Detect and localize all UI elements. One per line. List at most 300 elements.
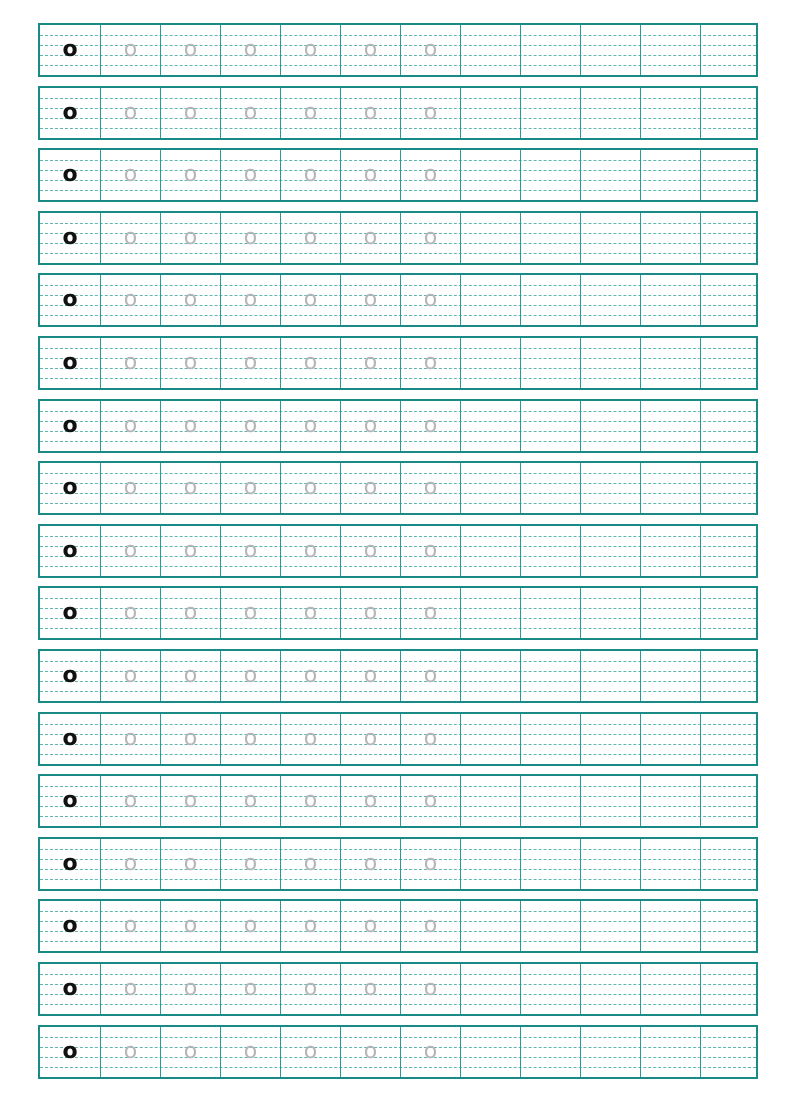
trace-cell xyxy=(280,964,340,1014)
blank-writing-cell xyxy=(700,213,760,263)
trace-letter: o xyxy=(123,1038,138,1064)
practice-row xyxy=(38,649,758,703)
trace-letter: o xyxy=(363,537,378,563)
trace-letter: o xyxy=(123,600,138,626)
trace-letter: o xyxy=(243,1038,258,1064)
trace-letter: o xyxy=(423,412,438,438)
trace-cell xyxy=(220,275,280,325)
blank-writing-cell xyxy=(460,901,520,951)
trace-cell xyxy=(400,338,460,388)
trace-cell xyxy=(220,651,280,701)
blank-writing-cell xyxy=(460,651,520,701)
practice-row xyxy=(38,586,758,640)
blank-writing-cell xyxy=(520,714,580,764)
trace-cell xyxy=(100,526,160,576)
blank-writing-cell xyxy=(640,275,700,325)
trace-letter: o xyxy=(303,600,318,626)
blank-writing-cell xyxy=(460,338,520,388)
trace-letter: o xyxy=(423,725,438,751)
trace-letter: o xyxy=(123,224,138,250)
blank-writing-cell xyxy=(580,588,640,638)
trace-cell xyxy=(340,150,400,200)
trace-cell xyxy=(400,88,460,138)
trace-letter: o xyxy=(363,287,378,313)
trace-cell xyxy=(340,651,400,701)
trace-cell xyxy=(220,25,280,75)
trace-letter: o xyxy=(183,475,198,501)
trace-letter: o xyxy=(363,788,378,814)
practice-row xyxy=(38,23,758,77)
trace-cell xyxy=(220,401,280,451)
trace-letter: o xyxy=(183,537,198,563)
trace-cell xyxy=(100,1027,160,1077)
blank-writing-cell xyxy=(520,25,580,75)
trace-cell xyxy=(160,88,220,138)
trace-letter: o xyxy=(303,287,318,313)
practice-row xyxy=(38,837,758,891)
trace-letter: o xyxy=(363,37,378,62)
trace-letter: o xyxy=(363,600,378,626)
trace-cell xyxy=(160,901,220,951)
trace-letter: o xyxy=(363,1038,378,1064)
trace-letter: o xyxy=(363,99,378,125)
trace-letter: o xyxy=(183,1038,198,1064)
practice-row xyxy=(38,524,758,578)
practice-row xyxy=(38,211,758,265)
trace-cell xyxy=(160,526,220,576)
trace-letter: o xyxy=(183,37,198,62)
trace-cell xyxy=(100,776,160,826)
blank-writing-cell xyxy=(580,714,640,764)
blank-writing-cell xyxy=(700,839,760,889)
trace-cell xyxy=(100,275,160,325)
trace-letter: o xyxy=(423,350,438,375)
trace-cell xyxy=(220,88,280,138)
trace-letter: o xyxy=(183,663,198,688)
trace-cell xyxy=(160,964,220,1014)
trace-letter: o xyxy=(243,162,258,188)
trace-cell xyxy=(160,588,220,638)
blank-writing-cell xyxy=(700,526,760,576)
trace-cell xyxy=(340,88,400,138)
trace-cell xyxy=(340,526,400,576)
blank-writing-cell xyxy=(580,776,640,826)
blank-writing-cell xyxy=(460,776,520,826)
trace-letter: o xyxy=(423,99,438,125)
trace-letter: o xyxy=(303,850,318,876)
practice-row xyxy=(38,1025,758,1079)
trace-letter: o xyxy=(363,412,378,438)
blank-writing-cell xyxy=(700,964,760,1014)
trace-letter: o xyxy=(423,37,438,62)
trace-cell xyxy=(340,588,400,638)
trace-letter: o xyxy=(303,788,318,814)
trace-cell xyxy=(400,1027,460,1077)
trace-letter: o xyxy=(183,788,198,814)
trace-cell xyxy=(400,588,460,638)
trace-cell xyxy=(340,714,400,764)
trace-letter: o xyxy=(183,850,198,876)
blank-writing-cell xyxy=(580,1027,640,1077)
trace-letter: o xyxy=(243,475,258,501)
trace-cell xyxy=(100,714,160,764)
blank-writing-cell xyxy=(520,88,580,138)
trace-letter: o xyxy=(303,475,318,501)
trace-cell xyxy=(160,1027,220,1077)
practice-row xyxy=(38,336,758,390)
trace-letter: o xyxy=(363,663,378,688)
trace-cell xyxy=(280,213,340,263)
trace-letter: o xyxy=(243,600,258,626)
trace-letter: o xyxy=(183,976,198,1001)
trace-cell xyxy=(400,964,460,1014)
trace-letter: o xyxy=(363,475,378,501)
model-letter: o xyxy=(62,287,78,313)
trace-cell xyxy=(220,1027,280,1077)
blank-writing-cell xyxy=(460,401,520,451)
trace-letter: o xyxy=(243,725,258,751)
trace-letter: o xyxy=(363,976,378,1001)
model-cell xyxy=(40,776,100,826)
trace-letter: o xyxy=(243,913,258,939)
blank-writing-cell xyxy=(640,338,700,388)
trace-cell xyxy=(280,714,340,764)
blank-writing-cell xyxy=(520,338,580,388)
trace-cell xyxy=(340,776,400,826)
trace-cell xyxy=(400,839,460,889)
blank-writing-cell xyxy=(640,1027,700,1077)
model-letter: o xyxy=(62,350,78,375)
trace-cell xyxy=(400,463,460,513)
blank-writing-cell xyxy=(580,651,640,701)
trace-letter: o xyxy=(183,725,198,751)
trace-letter: o xyxy=(363,350,378,375)
model-cell xyxy=(40,588,100,638)
trace-letter: o xyxy=(423,162,438,188)
model-cell xyxy=(40,1027,100,1077)
trace-letter: o xyxy=(183,600,198,626)
blank-writing-cell xyxy=(640,150,700,200)
trace-cell xyxy=(160,463,220,513)
blank-writing-cell xyxy=(460,714,520,764)
trace-cell xyxy=(400,526,460,576)
blank-writing-cell xyxy=(640,588,700,638)
trace-cell xyxy=(280,275,340,325)
blank-writing-cell xyxy=(640,776,700,826)
blank-writing-cell xyxy=(580,463,640,513)
model-cell xyxy=(40,463,100,513)
blank-writing-cell xyxy=(580,526,640,576)
trace-cell xyxy=(280,401,340,451)
blank-writing-cell xyxy=(580,401,640,451)
trace-cell xyxy=(400,776,460,826)
blank-writing-cell xyxy=(700,1027,760,1077)
trace-letter: o xyxy=(303,976,318,1001)
trace-letter: o xyxy=(363,162,378,188)
trace-cell xyxy=(100,25,160,75)
trace-letter: o xyxy=(243,99,258,125)
model-cell xyxy=(40,839,100,889)
trace-cell xyxy=(280,338,340,388)
blank-writing-cell xyxy=(520,213,580,263)
model-letter: o xyxy=(62,99,78,125)
trace-letter: o xyxy=(183,162,198,188)
practice-row xyxy=(38,899,758,953)
blank-writing-cell xyxy=(700,714,760,764)
trace-cell xyxy=(100,964,160,1014)
model-cell xyxy=(40,25,100,75)
trace-cell xyxy=(160,275,220,325)
blank-writing-cell xyxy=(700,588,760,638)
blank-writing-cell xyxy=(580,150,640,200)
trace-cell xyxy=(400,275,460,325)
trace-cell xyxy=(100,901,160,951)
blank-writing-cell xyxy=(580,25,640,75)
trace-letter: o xyxy=(423,976,438,1001)
trace-cell xyxy=(100,651,160,701)
trace-cell xyxy=(280,588,340,638)
trace-letter: o xyxy=(303,224,318,250)
trace-cell xyxy=(100,150,160,200)
trace-cell xyxy=(100,213,160,263)
trace-cell xyxy=(340,213,400,263)
blank-writing-cell xyxy=(700,776,760,826)
trace-letter: o xyxy=(303,663,318,688)
blank-writing-cell xyxy=(460,25,520,75)
trace-letter: o xyxy=(423,1038,438,1064)
trace-letter: o xyxy=(303,1038,318,1064)
trace-cell xyxy=(220,901,280,951)
trace-cell xyxy=(400,25,460,75)
trace-letter: o xyxy=(363,850,378,876)
blank-writing-cell xyxy=(700,901,760,951)
trace-cell xyxy=(280,901,340,951)
blank-writing-cell xyxy=(520,1027,580,1077)
trace-cell xyxy=(400,714,460,764)
trace-letter: o xyxy=(303,537,318,563)
trace-cell xyxy=(220,463,280,513)
trace-cell xyxy=(160,651,220,701)
trace-letter: o xyxy=(303,350,318,375)
blank-writing-cell xyxy=(640,839,700,889)
trace-letter: o xyxy=(123,788,138,814)
model-cell xyxy=(40,964,100,1014)
trace-cell xyxy=(340,25,400,75)
blank-writing-cell xyxy=(460,213,520,263)
blank-writing-cell xyxy=(520,463,580,513)
blank-writing-cell xyxy=(580,213,640,263)
model-cell xyxy=(40,275,100,325)
trace-cell xyxy=(340,463,400,513)
model-letter: o xyxy=(62,788,78,814)
trace-letter: o xyxy=(303,412,318,438)
trace-cell xyxy=(100,401,160,451)
blank-writing-cell xyxy=(520,901,580,951)
trace-letter: o xyxy=(123,99,138,125)
trace-cell xyxy=(340,964,400,1014)
blank-writing-cell xyxy=(520,150,580,200)
model-cell xyxy=(40,88,100,138)
blank-writing-cell xyxy=(460,1027,520,1077)
trace-cell xyxy=(220,338,280,388)
practice-row xyxy=(38,273,758,327)
blank-writing-cell xyxy=(520,401,580,451)
model-letter: o xyxy=(62,475,78,501)
trace-letter: o xyxy=(123,725,138,751)
trace-letter: o xyxy=(183,350,198,375)
model-cell xyxy=(40,651,100,701)
blank-writing-cell xyxy=(700,463,760,513)
blank-writing-cell xyxy=(520,839,580,889)
trace-cell xyxy=(340,338,400,388)
trace-letter: o xyxy=(303,99,318,125)
trace-cell xyxy=(100,463,160,513)
blank-writing-cell xyxy=(460,964,520,1014)
blank-writing-cell xyxy=(460,150,520,200)
trace-letter: o xyxy=(243,663,258,688)
blank-writing-cell xyxy=(520,588,580,638)
trace-letter: o xyxy=(123,913,138,939)
trace-letter: o xyxy=(123,162,138,188)
model-cell xyxy=(40,338,100,388)
blank-writing-cell xyxy=(700,88,760,138)
trace-letter: o xyxy=(423,537,438,563)
trace-letter: o xyxy=(123,850,138,876)
trace-cell xyxy=(160,714,220,764)
blank-writing-cell xyxy=(640,88,700,138)
trace-cell xyxy=(280,1027,340,1077)
trace-letter: o xyxy=(303,162,318,188)
blank-writing-cell xyxy=(640,651,700,701)
trace-cell xyxy=(400,901,460,951)
trace-letter: o xyxy=(423,913,438,939)
model-letter: o xyxy=(62,913,78,939)
trace-letter: o xyxy=(303,37,318,62)
blank-writing-cell xyxy=(580,901,640,951)
trace-letter: o xyxy=(183,99,198,125)
blank-writing-cell xyxy=(640,964,700,1014)
trace-cell xyxy=(160,839,220,889)
blank-writing-cell xyxy=(580,338,640,388)
trace-cell xyxy=(160,776,220,826)
trace-cell xyxy=(160,25,220,75)
trace-letter: o xyxy=(183,224,198,250)
trace-letter: o xyxy=(183,913,198,939)
trace-cell xyxy=(280,150,340,200)
blank-writing-cell xyxy=(700,275,760,325)
blank-writing-cell xyxy=(460,588,520,638)
model-letter: o xyxy=(62,412,78,438)
model-cell xyxy=(40,150,100,200)
trace-cell xyxy=(340,1027,400,1077)
trace-cell xyxy=(160,213,220,263)
trace-cell xyxy=(160,338,220,388)
model-cell xyxy=(40,714,100,764)
trace-letter: o xyxy=(123,412,138,438)
model-letter: o xyxy=(62,663,78,688)
trace-letter: o xyxy=(123,287,138,313)
trace-letter: o xyxy=(243,976,258,1001)
blank-writing-cell xyxy=(520,651,580,701)
trace-letter: o xyxy=(123,663,138,688)
trace-letter: o xyxy=(363,725,378,751)
trace-letter: o xyxy=(123,37,138,62)
trace-letter: o xyxy=(423,600,438,626)
blank-writing-cell xyxy=(460,463,520,513)
trace-cell xyxy=(220,714,280,764)
practice-row xyxy=(38,962,758,1016)
trace-letter: o xyxy=(423,475,438,501)
trace-cell xyxy=(340,275,400,325)
model-letter: o xyxy=(62,600,78,626)
model-cell xyxy=(40,401,100,451)
trace-cell xyxy=(100,839,160,889)
trace-letter: o xyxy=(183,287,198,313)
trace-cell xyxy=(280,526,340,576)
trace-cell xyxy=(160,401,220,451)
blank-writing-cell xyxy=(520,275,580,325)
trace-cell xyxy=(220,964,280,1014)
trace-cell xyxy=(340,901,400,951)
trace-letter: o xyxy=(243,412,258,438)
model-cell xyxy=(40,526,100,576)
trace-letter: o xyxy=(123,350,138,375)
model-letter: o xyxy=(62,850,78,876)
trace-letter: o xyxy=(243,537,258,563)
practice-row xyxy=(38,712,758,766)
trace-cell xyxy=(220,150,280,200)
model-letter: o xyxy=(62,162,78,188)
trace-letter: o xyxy=(243,224,258,250)
model-cell xyxy=(40,213,100,263)
blank-writing-cell xyxy=(460,526,520,576)
trace-cell xyxy=(280,839,340,889)
trace-cell xyxy=(400,150,460,200)
model-letter: o xyxy=(62,1038,78,1064)
trace-letter: o xyxy=(243,37,258,62)
trace-cell xyxy=(100,588,160,638)
trace-cell xyxy=(100,338,160,388)
trace-letter: o xyxy=(243,350,258,375)
trace-letter: o xyxy=(243,788,258,814)
trace-letter: o xyxy=(423,663,438,688)
trace-letter: o xyxy=(123,976,138,1001)
trace-cell xyxy=(160,150,220,200)
trace-letter: o xyxy=(123,475,138,501)
trace-letter: o xyxy=(183,412,198,438)
trace-letter: o xyxy=(423,287,438,313)
blank-writing-cell xyxy=(520,526,580,576)
practice-row xyxy=(38,399,758,453)
trace-letter: o xyxy=(123,537,138,563)
model-letter: o xyxy=(62,537,78,563)
trace-letter: o xyxy=(363,224,378,250)
trace-letter: o xyxy=(363,913,378,939)
trace-letter: o xyxy=(243,287,258,313)
blank-writing-cell xyxy=(700,338,760,388)
model-letter: o xyxy=(62,725,78,751)
blank-writing-cell xyxy=(580,964,640,1014)
blank-writing-cell xyxy=(640,213,700,263)
trace-letter: o xyxy=(423,788,438,814)
trace-cell xyxy=(280,88,340,138)
trace-cell xyxy=(220,776,280,826)
trace-cell xyxy=(220,839,280,889)
practice-row xyxy=(38,86,758,140)
model-letter: o xyxy=(62,224,78,250)
trace-cell xyxy=(400,213,460,263)
trace-cell xyxy=(220,588,280,638)
